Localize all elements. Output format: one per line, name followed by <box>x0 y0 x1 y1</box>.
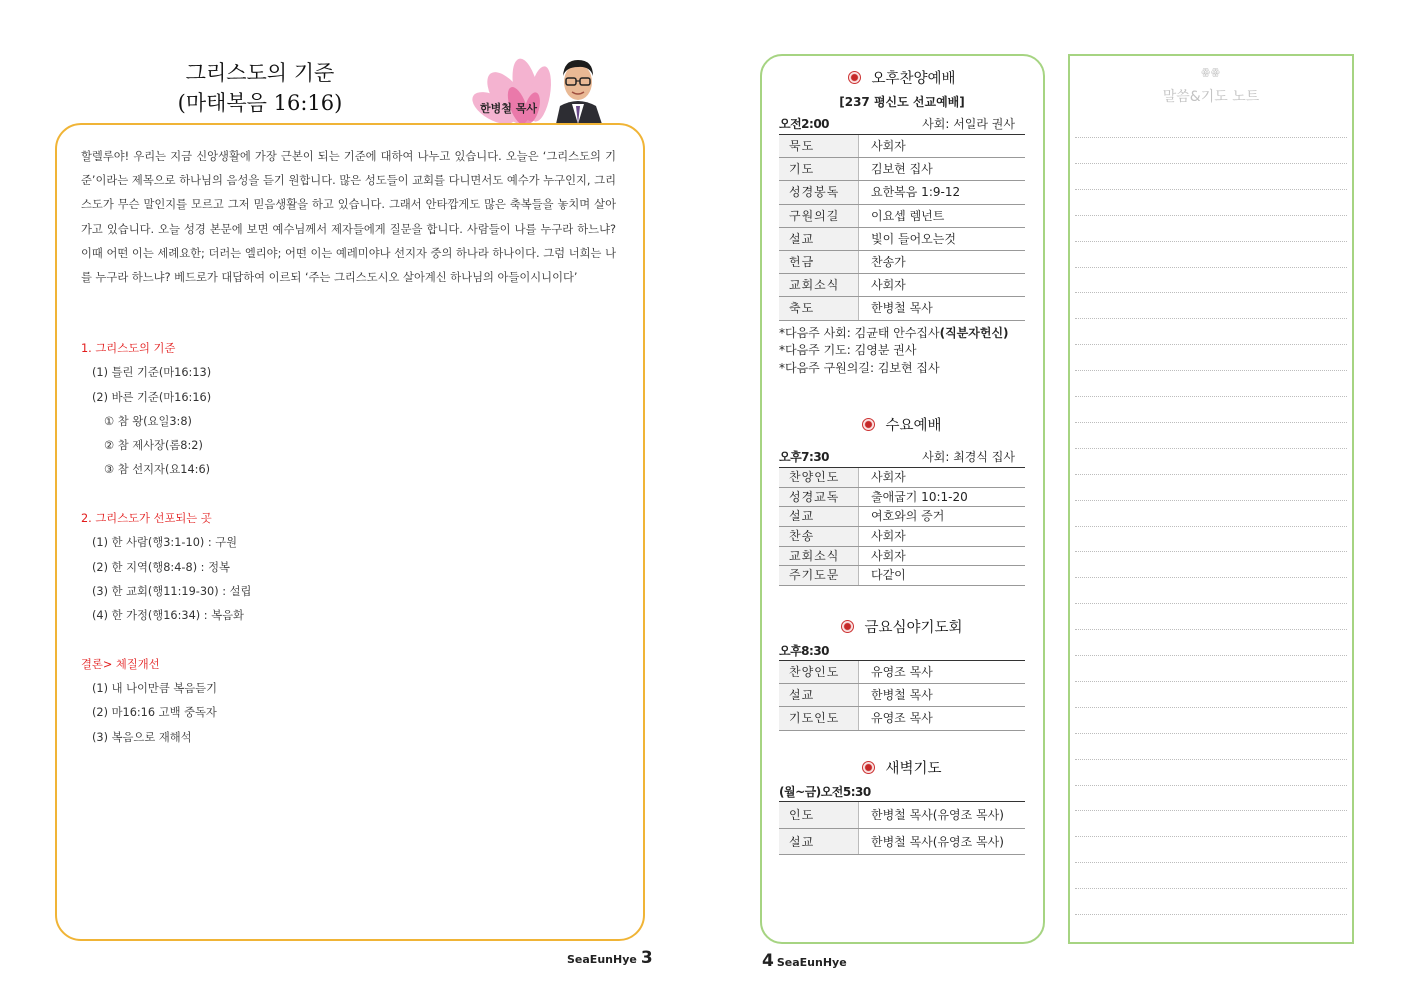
next-week-note: *다음주 구원의길: 김보현 집사 <box>779 360 940 375</box>
note-line <box>1075 448 1347 449</box>
order-row <box>779 527 1025 547</box>
note-line <box>1075 189 1347 190</box>
service-time: (월~금)오전5:30 <box>779 785 871 799</box>
sermon-title-block <box>150 58 370 118</box>
order-row <box>779 684 1025 707</box>
note-line <box>1075 422 1347 423</box>
afternoon-service <box>779 67 1025 377</box>
note-line <box>1075 810 1347 811</box>
order-label: 설교 <box>779 684 859 706</box>
target-bullet-icon <box>862 761 875 774</box>
service-time: 오전2:00 <box>779 117 830 131</box>
order-label: 교회소식 <box>779 274 859 296</box>
outline-item: (2) 마16:16 고백 중독자 <box>92 706 217 720</box>
order-label: 설교 <box>779 228 859 250</box>
order-label: 교회소식 <box>779 547 859 566</box>
note-line <box>1075 914 1347 915</box>
sermon-scripture: (마태복음 16:16) <box>177 91 343 115</box>
note-line <box>1075 500 1347 501</box>
order-value: 한병철 목사(유영조 목사) <box>871 834 1004 849</box>
order-value: 다같이 <box>871 568 906 583</box>
order-table <box>779 135 1025 321</box>
note-line <box>1075 551 1347 552</box>
outline-item: (2) 바른 기준(마16:16) <box>92 390 212 404</box>
order-value: 사회자 <box>871 278 906 293</box>
note-line <box>1075 318 1347 319</box>
note-line <box>1075 733 1347 734</box>
outline-item: (4) 한 가정(행16:34) : 복음화 <box>92 609 244 623</box>
note-line <box>1075 344 1347 345</box>
target-bullet-icon <box>841 620 854 633</box>
order-label: 설교 <box>779 829 859 855</box>
note-line <box>1075 707 1347 708</box>
conclusion-heading: 결론> 체질개선 <box>81 657 160 671</box>
service-host: 사회: 서일라 권사 <box>922 117 1015 131</box>
order-label: 성경교독 <box>779 488 859 507</box>
order-row <box>779 158 1025 181</box>
outline-item: (3) 복음으로 재해석 <box>92 730 192 744</box>
order-value: 유영조 목사 <box>871 665 933 679</box>
order-table <box>779 802 1025 855</box>
order-value: 김보현 집사 <box>871 162 933 177</box>
note-line <box>1075 603 1347 604</box>
order-label: 묵도 <box>779 135 859 157</box>
note-line <box>1075 396 1347 397</box>
order-value: 여호와의 증거 <box>871 509 945 524</box>
order-label: 찬양인도 <box>779 468 859 487</box>
order-value: 찬송가 <box>871 254 906 269</box>
order-row <box>779 507 1025 527</box>
ruled-lines <box>1075 110 1347 935</box>
page-number: 3 <box>640 948 653 968</box>
sermon-title: 그리스도의 기준 <box>185 61 335 85</box>
order-label: 설교 <box>779 507 859 526</box>
sermon-outline <box>81 337 621 750</box>
order-row <box>779 297 1025 320</box>
order-row <box>779 228 1025 251</box>
order-value: 출애굽기 10:1-20 <box>871 489 968 504</box>
note-line <box>1075 292 1347 293</box>
service-title: 오후찬양예배 <box>871 71 956 87</box>
next-week-note: *다음주 사회: 김균태 안수집사(직분자헌신) <box>779 325 1009 340</box>
order-value: 한병철 목사(유영조 목사) <box>871 808 1004 822</box>
order-row <box>779 547 1025 567</box>
pastor-name-stamp: 한병철 목사 <box>480 102 537 115</box>
section-2-heading: 2. 그리스도가 선포되는 곳 <box>81 512 212 526</box>
note-line <box>1075 370 1347 371</box>
order-value: 사회자 <box>871 470 906 484</box>
outline-subitem: ② 참 제사장(롬8:2) <box>104 439 203 453</box>
service-host: 사회: 최경식 집사 <box>922 450 1015 464</box>
order-value: 한병철 목사 <box>871 688 933 703</box>
page-footer-right <box>762 951 847 971</box>
note-line <box>1075 888 1347 889</box>
order-value: 사회자 <box>871 529 906 544</box>
note-line <box>1075 759 1347 760</box>
outline-item: (1) 내 나이만큼 복음듣기 <box>92 682 217 696</box>
note-line <box>1075 526 1347 527</box>
note-line <box>1075 629 1347 630</box>
outline-item: (1) 한 사람(행3:1-10) : 구원 <box>92 536 238 550</box>
order-row <box>779 488 1025 508</box>
order-row <box>779 135 1025 158</box>
section-1-heading: 1. 그리스도의 기준 <box>81 342 176 355</box>
note-line <box>1075 137 1347 138</box>
note-line <box>1075 215 1347 216</box>
target-bullet-icon <box>848 71 861 84</box>
note-line <box>1075 785 1347 786</box>
outline-item: (1) 틀린 기준(마16:13) <box>92 366 212 380</box>
order-row <box>779 468 1025 488</box>
order-row <box>779 707 1025 730</box>
notes-logo: ꙮꙮ <box>1201 67 1221 78</box>
service-time: 오후7:30 <box>779 450 830 464</box>
service-time: 오후8:30 <box>779 644 830 658</box>
order-value: 유영조 목사 <box>871 711 933 726</box>
footer-brand: SeaEunHye <box>567 953 637 966</box>
next-week-note: *다음주 기도: 김영분 권사 <box>779 343 917 357</box>
dawn-prayer-service <box>779 757 1025 855</box>
order-table <box>779 661 1025 731</box>
order-value: 이요셉 렘넌트 <box>871 208 945 223</box>
footer-brand: SeaEunHye <box>776 956 847 969</box>
next-week-notes <box>779 321 1025 378</box>
note-line <box>1075 862 1347 863</box>
note-line <box>1075 655 1347 656</box>
order-value: 사회자 <box>871 139 906 153</box>
order-table <box>779 468 1025 586</box>
order-label: 헌금 <box>779 251 859 273</box>
notes-title: 말씀&기도 노트 <box>1162 89 1260 105</box>
wednesday-service <box>779 414 1025 586</box>
target-bullet-icon <box>862 418 875 431</box>
order-value: 요한복음 1:9-12 <box>871 185 961 200</box>
order-label: 찬송 <box>779 527 859 546</box>
service-title: 금요심야기도회 <box>864 620 963 636</box>
sermon-body: 할렐루야! 우리는 지금 신앙생활에 가장 근본이 되는 기준에 대하여 나누고 있습니다. 오늘은 ‘그리스도의 기준’이라는 제목으로 하나님의 음성을 듣기 원합니다. 많은 성도들이 교회를 다니면서도 예수가 누구인지, 그리스도가 무슨 말인지를 모르고 그저 믿음생활을 하고 있습니다. 그래서 안타깝게도 많은 축복들을 놓치며 살아가고 있습니다. 오늘 성경 본문에 보면 예수님께서 제자들에게 질문을 합니다. 사람들이 나를 누구라 하느냐? 이때 어떤 이는 세례요한; 더러는 엘리야; 어떤 이는 예레미야나 선지자 중의 하나라 하나이다. 그럼 너희는 나를 누구라 하느냐? 베드로가 대답하여 이르되 ‘주는 그리스도시오 살아계신 하나님의 아들이시니이다’ <box>81 150 616 285</box>
order-row <box>779 274 1025 297</box>
order-value: 빛이 들어오는것 <box>871 231 956 246</box>
order-label: 구원의길 <box>779 205 859 227</box>
page-footer-left <box>567 948 653 968</box>
order-value: 사회자 <box>871 548 906 563</box>
order-label: 주기도문 <box>779 566 859 585</box>
order-row <box>779 661 1025 684</box>
note-line <box>1075 241 1347 242</box>
service-subtitle: [237 평신도 선교예배] <box>839 95 965 109</box>
order-label: 성경봉독 <box>779 181 859 203</box>
friday-service <box>779 616 1025 731</box>
service-title: 새벽기도 <box>885 761 942 777</box>
note-line <box>1075 267 1347 268</box>
note-line <box>1075 577 1347 578</box>
order-row <box>779 802 1025 829</box>
order-row <box>779 566 1025 586</box>
order-label: 기도 <box>779 158 859 180</box>
order-row <box>779 829 1025 856</box>
order-label: 기도인도 <box>779 707 859 729</box>
order-label: 축도 <box>779 297 859 319</box>
note-line <box>1075 163 1347 164</box>
order-value: 한병철 목사 <box>871 301 933 316</box>
note-line <box>1075 681 1347 682</box>
note-line <box>1075 474 1347 475</box>
page-number: 4 <box>762 951 774 971</box>
note-line <box>1075 836 1347 837</box>
outline-subitem: ① 참 왕(요일3:8) <box>104 414 192 428</box>
service-title: 수요예배 <box>885 418 942 434</box>
order-label: 찬양인도 <box>779 661 859 683</box>
order-row <box>779 205 1025 228</box>
order-row <box>779 251 1025 274</box>
outline-item: (2) 한 지역(행8:4-8) : 정복 <box>92 560 230 574</box>
order-label: 인도 <box>779 802 859 828</box>
order-row <box>779 181 1025 204</box>
outline-subitem: ③ 참 선지자(요14:6) <box>104 463 211 477</box>
outline-item: (3) 한 교회(행11:19-30) : 설립 <box>92 584 252 598</box>
